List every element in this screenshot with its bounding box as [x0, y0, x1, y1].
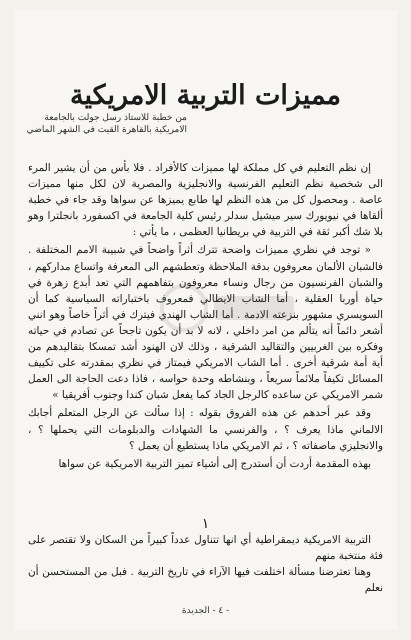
page-footer: - ٤ - الجديدة — [181, 606, 230, 616]
section-number: ١ — [201, 516, 210, 532]
paragraph-differences: وقد عبر أحدهم عن هذه الفروق بقوله : إذا سألت عن الرجل المتعلم أجابك الالماني ماذا يعرف ؟ ، والفرنسي ما الشهادات والدبلومات التي يحملها ؟ ، والانجليزي ماصفاته ؟ ، ثم الامريكي ماذا يستطيع أن يعمل ؟ — [28, 407, 383, 452]
section-paragraph-1: التربية الامريكية ديمقراطية أي انها تتناول عدداً كبيراً من السكان ولا تقتصر على فئة منتخبة منهم — [28, 534, 383, 563]
section-body — [28, 532, 383, 596]
byline-line-1: من خطبة للاستاذ رسل جولت بالجامعة — [44, 113, 187, 123]
paragraph-quote: « توجد في نظري مميزات واضحة تترك أثراً واضحاً في شبيبة الامم المختلفة . فالشبان الألمان معروفون بدقة الملاحظة وتعطشهم الى المعرفة واتساع مداركهم ، والشبان الفرنسيون من رجال ونساء معروفون بتفاهمهم التي تعد أبدع زهرة في حياة أوربا العقلية ، أما الشاب الايطالي فمعروف باختباراته السياسية كما أن السويسري مشهور بنزعته الادمة . أما الشاب الهندي فيترك في أثراً خاصاً وهو انني أشعر دائماً أنه يتألم من امر داخلي ، لانه لا بد أن يكون تاجحاً عن تصادم في حياته وفكره بين الغربيين والتقاليد الشرقية ، وذلك لان الهنود أشد تمسكا بتقاليدهم من أية أمة شرقية أخرى . أما الشاب الامريكي فيمتاز في نظري بمقدرته على تكييف المسائل تكيفاً ملائماً سريعاً ، وبنشاطه وحدة حواسه ، فاذا دعت الحاجة الى العمل شمر الامريكي عن ساعده كالرجل الجاد كما يفعل شبان كندا وجنوب أفريقيا » — [28, 244, 383, 402]
section-paragraph-2: وهنا تعترضنا مسألة اختلفت فيها الآراء في تاريخ التربية . فبل من المستحسن أن نعلم — [28, 566, 383, 595]
paragraph-intro: إن نظم التعليم في كل مملكة لها مميزات كالأفراد . فلا بأس من أن يشير المرء الى شخصية نظم التعليم الفرنسية والانجليزية والمصرية لان لكل منها مميزات عاصة . ومحصول كل من هذه النظم لها طابع يميزها عن سواها وقد جاء في خطبة ألقاها في نيويورك سير ميشيل سدلر رئيس كلية الجامعة في اكسفورد بانجلترا وهو بلا شك أكبر ثقة في التربية في بريطانيا العظمى ، ما يأتي : — [28, 162, 383, 239]
paragraph-transition: بهذه المقدمة أردت أن أستدرج إلى أشياء تميز التربية الامريكية عن سواها — [58, 457, 371, 470]
byline-line-2: الامريكية بالقاهرة القيت في الشهر الماضي — [26, 125, 187, 135]
article-title: مميزات التربية الامريكية — [69, 80, 342, 112]
article-byline — [27, 112, 187, 136]
article-body — [28, 160, 383, 474]
document-page — [14, 10, 397, 630]
